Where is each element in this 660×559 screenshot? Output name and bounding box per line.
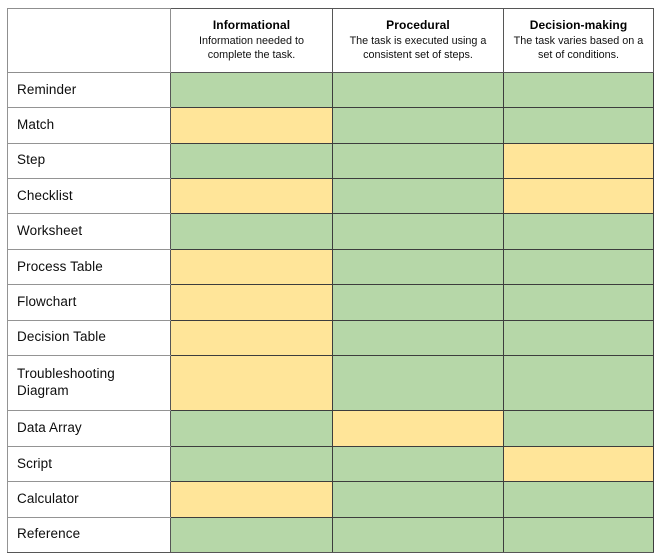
matrix-cell-green bbox=[504, 249, 654, 284]
matrix-body bbox=[8, 73, 654, 553]
matrix-cell-green bbox=[333, 179, 504, 214]
table-row bbox=[8, 320, 654, 355]
column-header-decision-making bbox=[504, 9, 654, 73]
column-header-procedural bbox=[333, 9, 504, 73]
table-row bbox=[8, 285, 654, 320]
table-row bbox=[8, 214, 654, 249]
matrix-cell-green bbox=[333, 446, 504, 481]
row-label: Reference bbox=[8, 517, 171, 552]
matrix-cell-green bbox=[171, 143, 333, 178]
column-title: Procedural bbox=[386, 18, 450, 33]
matrix-cell-yellow bbox=[504, 179, 654, 214]
table-row bbox=[8, 73, 654, 108]
table-row bbox=[8, 482, 654, 517]
matrix-cell-green bbox=[333, 108, 504, 143]
table-row bbox=[8, 411, 654, 446]
matrix-cell-green bbox=[333, 355, 504, 411]
matrix-cell-green bbox=[333, 320, 504, 355]
matrix-cell-yellow bbox=[171, 355, 333, 411]
table-row bbox=[8, 249, 654, 284]
table-row bbox=[8, 179, 654, 214]
matrix-cell-green bbox=[171, 411, 333, 446]
matrix-cell-green bbox=[504, 108, 654, 143]
column-subtitle: Information needed to complete the task. bbox=[198, 34, 305, 61]
table-row bbox=[8, 355, 654, 411]
matrix-cell-green bbox=[333, 249, 504, 284]
matrix-cell-yellow bbox=[333, 411, 504, 446]
matrix-cell-green bbox=[171, 446, 333, 481]
table-row bbox=[8, 108, 654, 143]
table-row bbox=[8, 517, 654, 552]
matrix-cell-green bbox=[333, 73, 504, 108]
matrix-cell-green bbox=[504, 411, 654, 446]
header-row bbox=[8, 9, 654, 73]
matrix-cell-yellow bbox=[171, 320, 333, 355]
column-header-informational bbox=[171, 9, 333, 73]
matrix-cell-green bbox=[504, 285, 654, 320]
column-title: Decision-making bbox=[529, 18, 628, 33]
matrix-cell-green bbox=[333, 285, 504, 320]
matrix-cell-green bbox=[504, 355, 654, 411]
column-subtitle: The task varies based on a set of conditions. bbox=[513, 34, 644, 61]
job-aid-matrix bbox=[7, 8, 653, 553]
matrix-cell-yellow bbox=[504, 446, 654, 481]
row-label: Worksheet bbox=[8, 214, 171, 249]
row-label: Calculator bbox=[8, 482, 171, 517]
matrix-cell-green bbox=[504, 214, 654, 249]
row-label: Step bbox=[8, 143, 171, 178]
row-label: Script bbox=[8, 446, 171, 481]
matrix-cell-green bbox=[504, 73, 654, 108]
column-subtitle: The task is executed using a consistent set of steps. bbox=[349, 34, 487, 61]
row-label: Troubleshooting Diagram bbox=[8, 355, 171, 411]
matrix-cell-yellow bbox=[171, 108, 333, 143]
matrix-cell-green bbox=[504, 517, 654, 552]
table-row bbox=[8, 446, 654, 481]
matrix-cell-green bbox=[333, 517, 504, 552]
matrix-cell-green bbox=[171, 517, 333, 552]
row-label: Decision Table bbox=[8, 320, 171, 355]
matrix-cell-green bbox=[504, 482, 654, 517]
row-label: Match bbox=[8, 108, 171, 143]
matrix-cell-yellow bbox=[171, 285, 333, 320]
column-title: Informational bbox=[212, 18, 291, 33]
matrix-cell-green bbox=[171, 73, 333, 108]
row-label: Data Array bbox=[8, 411, 171, 446]
matrix-cell-green bbox=[333, 143, 504, 178]
matrix-cell-yellow bbox=[171, 249, 333, 284]
corner-cell bbox=[8, 9, 171, 73]
matrix-cell-yellow bbox=[171, 179, 333, 214]
row-label: Checklist bbox=[8, 179, 171, 214]
row-label: Flowchart bbox=[8, 285, 171, 320]
table-row bbox=[8, 143, 654, 178]
job-aid-format-table bbox=[7, 8, 654, 553]
matrix-cell-yellow bbox=[171, 482, 333, 517]
matrix-cell-green bbox=[333, 482, 504, 517]
matrix-cell-green bbox=[171, 214, 333, 249]
row-label: Process Table bbox=[8, 249, 171, 284]
matrix-cell-yellow bbox=[504, 143, 654, 178]
matrix-cell-green bbox=[504, 320, 654, 355]
row-label: Reminder bbox=[8, 73, 171, 108]
matrix-cell-green bbox=[333, 214, 504, 249]
table-header bbox=[8, 9, 654, 73]
